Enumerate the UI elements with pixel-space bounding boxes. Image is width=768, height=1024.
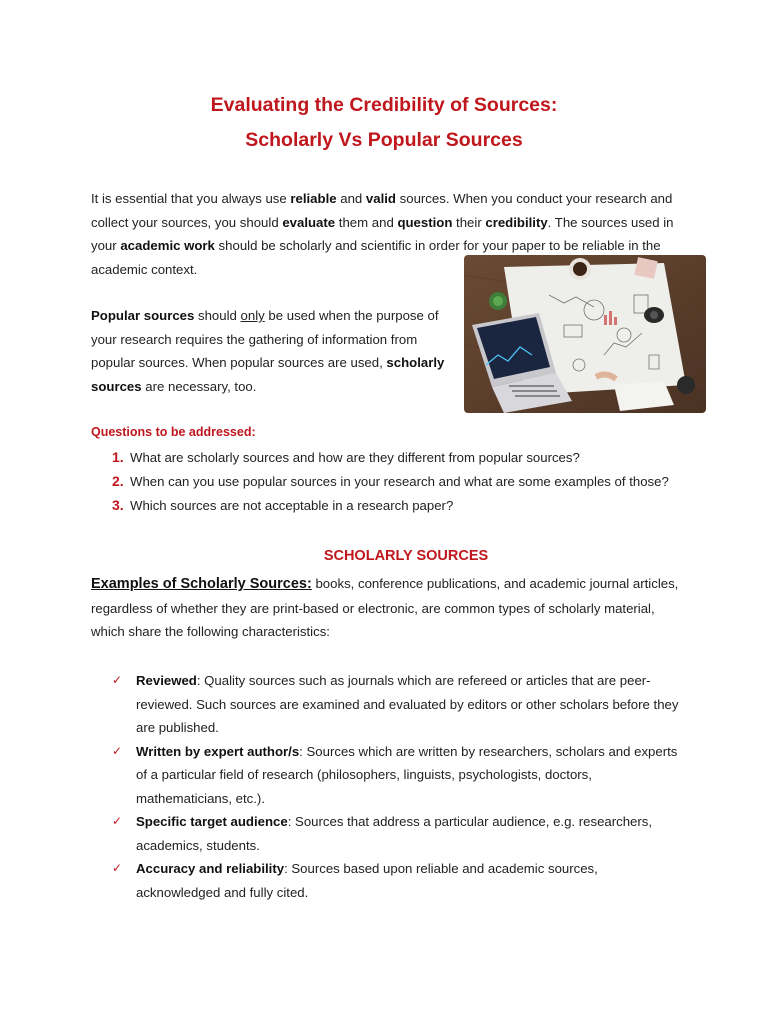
questions-heading: Questions to be addressed: xyxy=(91,425,256,439)
scholarly-examples-lead: Examples of Scholarly Sources: xyxy=(91,576,312,592)
characteristic-item: ✓ Written by expert author/s: Sources which are written by researchers, scholars and experts of a particular field of research (philosophers, linguists, psychologists, doctors, mathematicians, etc.). xyxy=(112,740,682,811)
characteristic-item: ✓ Specific target audience: Sources that address a particular audience, e.g. researchers, academics, students. xyxy=(112,810,682,857)
title-line-1: Evaluating the Credibility of Sources: xyxy=(210,94,558,116)
intro-paragraph: It is essential that you always use reliable and valid sources. When you conduct your research and collect your sources, you should evaluate them and question their credibility. The sources used in your academic work should be scholarly and scientific in order for your paper to be reliable in the academic context. xyxy=(91,191,674,277)
characteristic-item: ✓ Accuracy and reliability: Sources based upon reliable and academic sources, acknowledged and fully cited. xyxy=(112,857,682,904)
question-item: 2. When can you use popular sources in your research and what are some examples of those? xyxy=(112,473,669,489)
questions-list xyxy=(112,449,669,521)
characteristics-list xyxy=(112,669,682,904)
checkmark-icon: ✓ xyxy=(112,814,123,828)
scholarly-examples-paragraph: Examples of Scholarly Sources: books, conference publications, and academic journal articles, regardless of whether they are print-based or electronic, are common types of scholarly material, which share the following characteristics: xyxy=(91,576,679,639)
checkmark-icon: ✓ xyxy=(112,743,123,758)
checkmark-icon: ✓ xyxy=(112,673,123,687)
desk-research-photo xyxy=(464,255,706,413)
title-line-2: Scholarly Vs Popular Sources xyxy=(245,129,523,151)
characteristic-item: ✓ Reviewed: Quality sources such as journals which are refereed or articles that are peer-reviewed. Such sources are examined and evaluated by editors or other scholars before they are published. xyxy=(112,669,682,740)
question-item: 3. Which sources are not acceptable in a research paper? xyxy=(112,497,454,513)
scholarly-sources-heading: SCHOLARLY SOURCES xyxy=(323,548,489,564)
popular-sources-paragraph: Popular sources should only be used when the purpose of your research requires the gathering of information from popular sources. When popular sources are used, scholarly sources are necessary, too. xyxy=(91,308,445,394)
question-item: 1. What are scholarly sources and how are they different from popular sources? xyxy=(112,449,580,465)
checkmark-icon: ✓ xyxy=(112,861,123,875)
